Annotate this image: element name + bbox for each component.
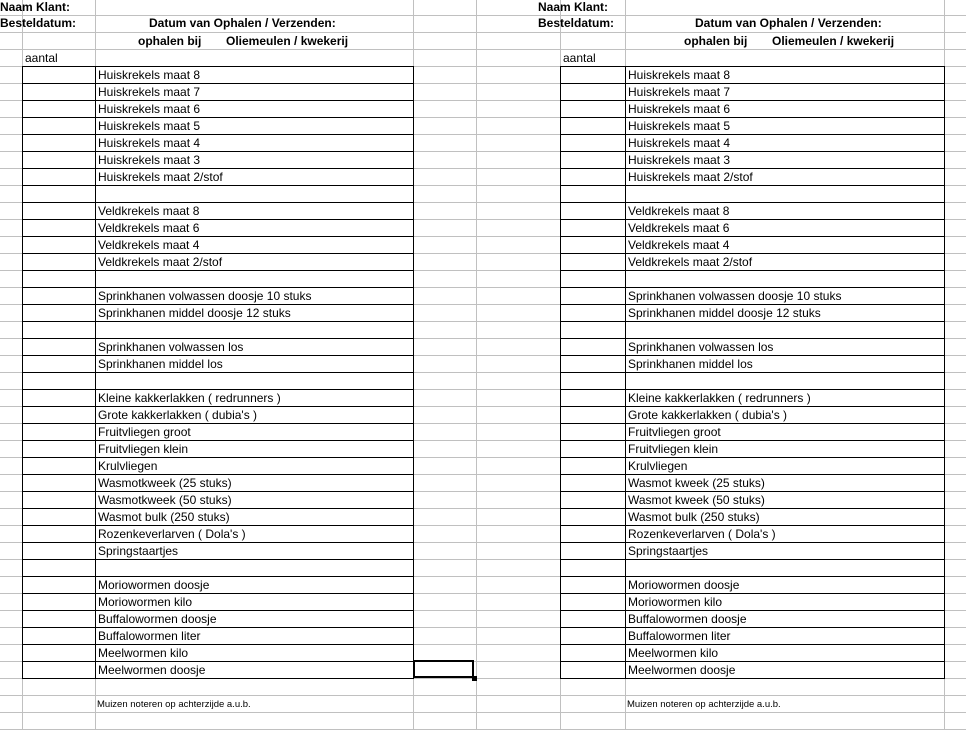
spacer-row-left[interactable]	[96, 560, 413, 577]
spacer-row-right[interactable]	[626, 186, 944, 203]
product-row-left[interactable]: Wasmot bulk (250 stuks)	[98, 510, 230, 524]
selected-cell[interactable]	[413, 660, 474, 678]
pickup-header-right: Datum van Ophalen / Verzenden:	[695, 16, 882, 30]
product-row-right[interactable]: Grote kakkerlakken ( dubia's )	[628, 408, 788, 422]
footer-note-left: Muizen noteren op achterzijde a.u.b.	[97, 699, 251, 710]
product-row-right[interactable]: Huiskrekels maat 7	[628, 85, 731, 99]
product-row-right[interactable]: Sprinkhanen middel los	[628, 357, 753, 371]
product-row-left[interactable]: Meelwormen doosje	[98, 663, 206, 677]
product-row-left[interactable]: Sprinkhanen middel doosje 12 stuks	[98, 306, 291, 320]
spacer-row-right[interactable]	[626, 560, 944, 577]
spacer-row-left[interactable]	[96, 373, 413, 390]
product-row-left[interactable]: Fruitvliegen klein	[98, 442, 189, 456]
product-row-right[interactable]: Huiskrekels maat 6	[628, 102, 731, 116]
footer-note-right: Muizen noteren op achterzijde a.u.b.	[627, 699, 781, 710]
product-row-right[interactable]: Huiskrekels maat 8	[628, 68, 731, 82]
pickup-location-left: Oliemeulen / kwekerij	[226, 34, 349, 48]
spacer-row-right[interactable]	[626, 322, 944, 339]
product-row-right[interactable]: Kleine kakkerlakken ( redrunners )	[628, 391, 811, 405]
product-row-right[interactable]: Veldkrekels maat 4	[628, 238, 730, 252]
product-row-right[interactable]: Wasmot kweek (50 stuks)	[628, 493, 765, 507]
customer-label-right: Naam Klant:	[538, 0, 609, 14]
product-row-right[interactable]: Moriowormen doosje	[628, 578, 740, 592]
quantity-header-left: aantal	[25, 51, 58, 65]
spacer-row-right[interactable]	[626, 271, 944, 288]
product-row-right[interactable]: Buffalowormen doosje	[628, 612, 747, 626]
product-row-left[interactable]: Veldkrekels maat 6	[98, 221, 200, 235]
customer-label-left: Naam Klant:	[0, 0, 71, 14]
product-row-left[interactable]: Moriowormen kilo	[98, 595, 193, 609]
spacer-row-right[interactable]	[626, 373, 944, 390]
product-row-right[interactable]: Buffalowormen liter	[628, 629, 731, 643]
product-row-left[interactable]: Huiskrekels maat 4	[98, 136, 201, 150]
pickup-header-left: Datum van Ophalen / Verzenden:	[149, 16, 336, 30]
order-date-label-right: Besteldatum:	[538, 16, 615, 30]
product-row-left[interactable]: Huiskrekels maat 7	[98, 85, 201, 99]
product-row-left[interactable]: Buffalowormen doosje	[98, 612, 217, 626]
product-row-right[interactable]: Meelwormen kilo	[628, 646, 719, 660]
product-row-right[interactable]: Sprinkhanen volwassen los	[628, 340, 774, 354]
product-row-right[interactable]: Veldkrekels maat 2/stof	[628, 255, 753, 269]
product-row-right[interactable]: Wasmot bulk (250 stuks)	[628, 510, 760, 524]
pickup-at-right: ophalen bij	[684, 34, 748, 48]
product-row-left[interactable]: Veldkrekels maat 2/stof	[98, 255, 223, 269]
product-row-left[interactable]: Kleine kakkerlakken ( redrunners )	[98, 391, 281, 405]
product-row-right[interactable]: Krulvliegen	[628, 459, 688, 473]
product-row-right[interactable]: Huiskrekels maat 5	[628, 119, 731, 133]
product-row-right[interactable]: Meelwormen doosje	[628, 663, 736, 677]
product-row-left[interactable]: Veldkrekels maat 8	[98, 204, 200, 218]
product-row-left[interactable]: Wasmotkweek (25 stuks)	[98, 476, 232, 490]
product-row-left[interactable]: Sprinkhanen volwassen doosje 10 stuks	[98, 289, 312, 303]
product-row-right[interactable]: Huiskrekels maat 2/stof	[628, 170, 753, 184]
product-row-left[interactable]: Springstaartjes	[98, 544, 179, 558]
product-row-left[interactable]: Krulvliegen	[98, 459, 158, 473]
product-row-right[interactable]: Fruitvliegen groot	[628, 425, 721, 439]
product-row-right[interactable]: Veldkrekels maat 6	[628, 221, 730, 235]
product-row-right[interactable]: Springstaartjes	[628, 544, 709, 558]
product-row-right[interactable]: Veldkrekels maat 8	[628, 204, 730, 218]
product-row-right[interactable]: Huiskrekels maat 3	[628, 153, 731, 167]
product-row-left[interactable]: Meelwormen kilo	[98, 646, 189, 660]
pickup-at-left: ophalen bij	[138, 34, 202, 48]
product-row-right[interactable]: Moriowormen kilo	[628, 595, 723, 609]
fill-handle[interactable]	[472, 676, 477, 681]
product-row-left[interactable]: Huiskrekels maat 2/stof	[98, 170, 223, 184]
product-row-left[interactable]: Rozenkeverlarven ( Dola's )	[98, 527, 246, 541]
product-row-left[interactable]: Moriowormen doosje	[98, 578, 210, 592]
product-row-right[interactable]: Fruitvliegen klein	[628, 442, 719, 456]
quantity-header-right: aantal	[563, 51, 596, 65]
product-row-left[interactable]: Fruitvliegen groot	[98, 425, 191, 439]
product-row-left[interactable]: Wasmotkweek (50 stuks)	[98, 493, 232, 507]
order-date-label-left: Besteldatum:	[0, 16, 77, 30]
product-row-right[interactable]: Rozenkeverlarven ( Dola's )	[628, 527, 776, 541]
product-row-left[interactable]: Huiskrekels maat 3	[98, 153, 201, 167]
product-row-right[interactable]: Wasmot kweek (25 stuks)	[628, 476, 765, 490]
product-row-left[interactable]: Huiskrekels maat 8	[98, 68, 201, 82]
product-row-left[interactable]: Veldkrekels maat 4	[98, 238, 200, 252]
product-row-left[interactable]: Sprinkhanen middel los	[98, 357, 223, 371]
spacer-row-left[interactable]	[96, 271, 413, 288]
product-row-left[interactable]: Huiskrekels maat 5	[98, 119, 201, 133]
product-row-left[interactable]: Grote kakkerlakken ( dubia's )	[98, 408, 258, 422]
spacer-row-left[interactable]	[96, 322, 413, 339]
product-row-left[interactable]: Huiskrekels maat 6	[98, 102, 201, 116]
spacer-row-left[interactable]	[96, 186, 413, 203]
pickup-location-right: Oliemeulen / kwekerij	[772, 34, 895, 48]
product-row-right[interactable]: Huiskrekels maat 4	[628, 136, 731, 150]
product-row-right[interactable]: Sprinkhanen volwassen doosje 10 stuks	[628, 289, 842, 303]
product-row-left[interactable]: Sprinkhanen volwassen los	[98, 340, 244, 354]
product-row-right[interactable]: Sprinkhanen middel doosje 12 stuks	[628, 306, 821, 320]
product-row-left[interactable]: Buffalowormen liter	[98, 629, 201, 643]
